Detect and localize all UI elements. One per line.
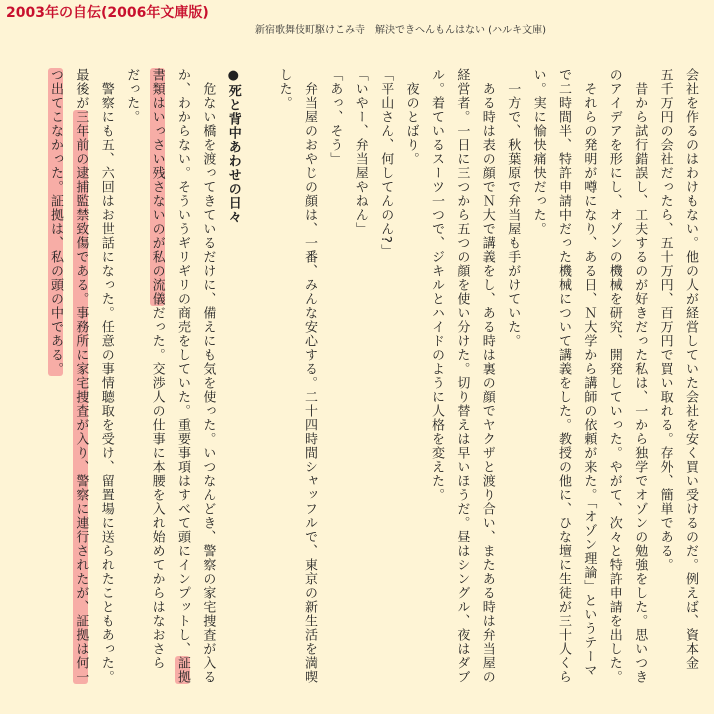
column-text: 経営者。一日に三つから五つの顔を使い分けた。切り替えは早いほうだ。昼はシングル、夜はダブ [454,68,470,684]
column-text: 会社を作るのはわけもない。他の人が経営していた会社を安く買い受けるのだ。例えば、資本金 [683,68,698,670]
text-column [604,68,624,684]
text-column [197,68,217,684]
page-title: 2003年の自伝(2006年文庫版) [6,5,209,21]
text-column [147,68,167,670]
column-text: 一方で、秋葉原で弁当屋も手がけていた。 [505,68,521,348]
column-text: 警察にも五、六回はお世話になった。任意の事情聴取を受け、留置場に送られたこともあった。 [98,68,114,684]
highlighted-text: 証拠 [175,656,190,684]
text-column [553,68,573,684]
text-column [324,68,344,166]
column-text: か、わからない。そういうギリギリの商売をしていた。重要事項はすべて頭にインプットし、 [175,68,190,656]
text-column [45,68,65,376]
column-text: 「平山さん、何してんのん?」 [378,68,394,258]
column-text: 最後が [73,68,89,110]
text-column [375,68,395,258]
column-text: 五千万円の会社だったら、五十万円、百万円で買い取れる。存外、簡単である。 [657,68,673,572]
text-column [477,68,497,684]
text-column [655,68,675,572]
highlighted-text: 書類はいっさい残さないのが私の流儀 [149,68,165,306]
text-column [70,68,90,684]
text-column [172,68,192,684]
text-column [299,68,319,684]
column-text: だった。交渉人の仕事に本腰を入れ始めてからはなおさら [149,306,165,670]
text-column [274,68,294,110]
column-text: それらの発明が噂になり、ある日、Ｎ大学から講師の依頼が来た。「オゾン理論」というテーマ [581,68,597,678]
text-column [401,68,421,166]
column-text: だった。 [124,68,140,124]
column-text: 「あっ、そう」 [327,68,343,166]
text-column [96,68,116,684]
column-text: い。実に愉快痛快だった。 [530,68,546,236]
source-caption: 新宿歌舞伎町駆けこみ寺 解決できへんもんはない (ハルキ文庫) [255,25,546,36]
text-column [629,68,649,684]
text-column [426,68,446,502]
column-text: 昔から試行錯誤し、工夫するのが好きだった私は、一から独学でオゾンの勉強をした。思いつき [632,68,648,684]
text-column [350,68,370,236]
column-text: のアイデアを形にし、オゾンの機械を研究、開発していった。やがて、次々と特許申請を出した。 [606,68,622,684]
column-text: した。 [276,68,292,110]
highlighted-text: つ出てこなかった。証拠は、私の頭の中である。 [48,68,63,376]
text-column [451,68,471,684]
text-page [0,38,714,714]
column-text: 「いやー、弁当屋やねん」 [352,68,368,236]
column-text: で二時間半、特許申請中だった機械について講義をした。教授の他に、ひな壇に生徒が三十人くら [556,68,571,684]
text-column [502,68,522,348]
text-column [121,68,141,124]
section-heading [223,68,243,224]
column-text: 弁当屋のおやじの顔は、一番、みんな安心する。二十四時間シャッフルで、東京の新生活を満喫 [302,68,317,684]
column-text: ●死と背中あわせの日々 [225,68,241,224]
column-text: ル。着ているスーツ一つで、ジキルとハイドのように人格を変えた。 [429,68,444,502]
text-column [578,68,598,678]
highlighted-text: 三年前の逮捕監禁致傷である。事務所に家宅捜査が入り、警察に連行されたが、証拠は何一 [73,110,89,684]
column-text: 夜のとばり。 [403,68,419,166]
text-column [528,68,548,236]
column-text: 危ない橋を渡ってきているだけに、備えにも気を使った。いつなんどき、警察の家宅捜査が入る [200,68,216,684]
column-text: ある時は表の顔でＮ大で講義をし、ある時は裏の顔でヤクザと渡り合い、またある時は弁当屋の [479,68,495,684]
text-column [680,68,700,670]
